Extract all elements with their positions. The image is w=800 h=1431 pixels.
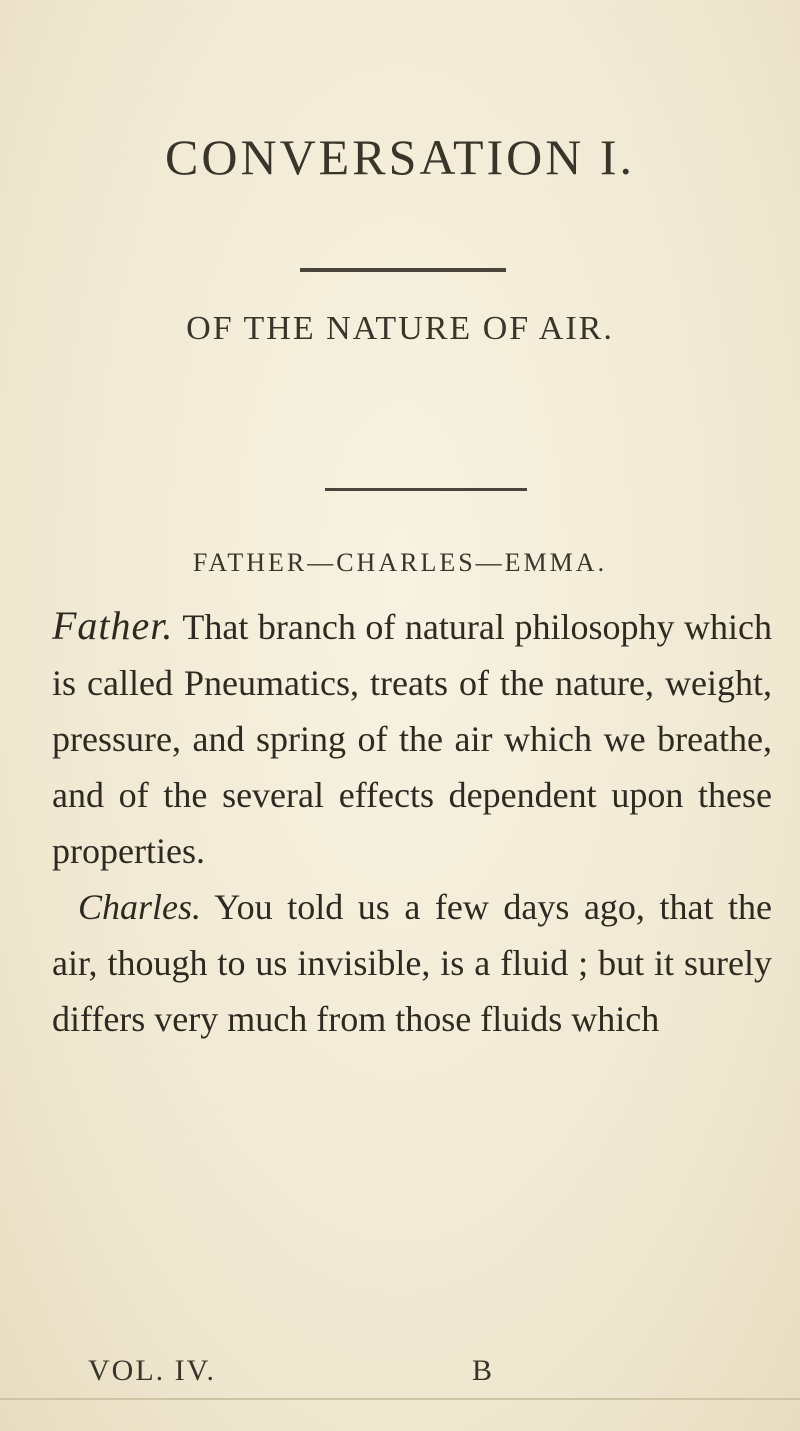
signature-mark: B [472,1354,493,1387]
body-text [52,598,772,1047]
paragraph-text: You told us a few days ago, that the air, though to us invisible, is a fluid ; but it surely differs very much from those fluids which [52,887,773,1039]
speakers-line: FATHER—CHARLES—EMMA. [192,548,608,577]
ornamental-rule-top [300,268,506,272]
volume-label: VOL. IV. [88,1354,216,1387]
speaker-name-father: Father. [52,603,174,648]
paragraph-father [52,598,772,879]
chapter-subtitle: OF THE NATURE OF AIR. [186,310,614,347]
speaker-name-charles: Charles. [78,887,202,927]
paragraph-text: That branch of natural philosophy which is called Pneumatics, treats of the nature, weight, pressure, and spring of the air which we breathe, and of the several effects dependent upon these properties. [52,607,772,871]
ornamental-rule-bottom [325,488,527,491]
chapter-title: CONVERSATION I. [165,129,635,185]
page-edge-line [0,1398,800,1400]
paragraph-charles [52,879,772,1047]
